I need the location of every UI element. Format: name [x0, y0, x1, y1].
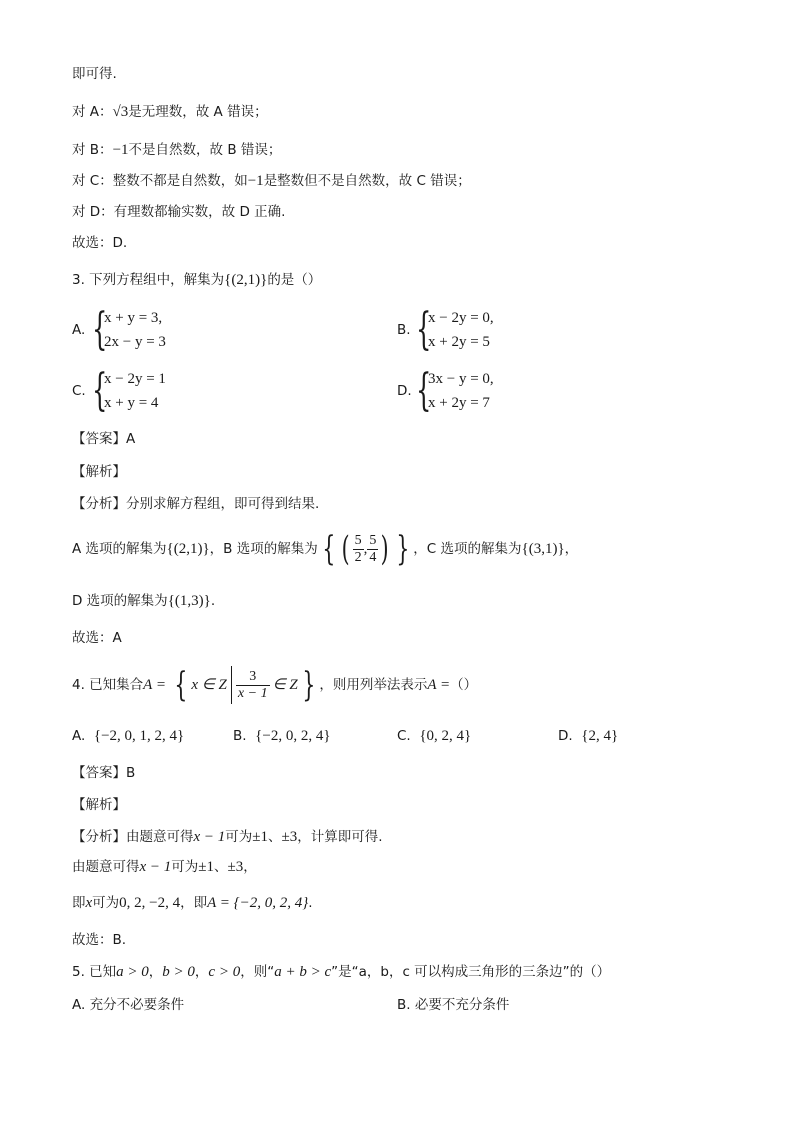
q3-solution-line-2: D 选项的解集为{(1,3)}.: [72, 593, 216, 609]
q3-d-eq2: x + 2y = 7: [428, 395, 490, 411]
q4-answer: 【答案】B: [72, 765, 136, 781]
q3-option-b-system: [416, 304, 536, 356]
q3-a-eq2: 2x − y = 3: [104, 334, 166, 350]
q3-solution-line-1: A 选项的解集为{(2,1)}，B 选项的解集为 { ( $\frac{5}{2}$ , $\frac{5}{4}$ ) } ，C 选项的解集为{(3,1)}，: [72, 529, 579, 569]
q3-choice: 故选：A: [72, 630, 122, 646]
q3-a-eq1: x + y = 3,: [104, 310, 163, 326]
q4-choice: 故选：B.: [72, 932, 127, 948]
q4-option-a: A. {−2, 0, 1, 2, 4}: [72, 728, 185, 744]
q3-option-c-label: C.: [72, 383, 86, 399]
brace-icon: {: [416, 365, 432, 416]
right-brace-icon: }: [302, 665, 316, 705]
set-divider: [231, 666, 232, 704]
right-paren-icon: ): [381, 529, 390, 569]
q4-option-d: D. {2, 4}: [558, 728, 619, 744]
q4-jiexi: 【解析】: [72, 797, 126, 813]
left-brace-icon: {: [322, 529, 336, 569]
q3-b-eq1: x − 2y = 0,: [428, 310, 494, 326]
q3-option-d-system: [416, 365, 536, 417]
question-5-stem: 5. 已知a > 0，b > 0，c > 0，则“a + b > c”是“a，b，c 可以构成三角形的三条边”的（）: [72, 964, 611, 980]
q3-option-b-label: B.: [397, 322, 411, 338]
q4-solution-line-2: 即x可为0, 2, −2, 4，即A = {−2, 0, 2, 4}.: [72, 895, 313, 911]
q5-option-a: A. 充分不必要条件: [72, 997, 185, 1013]
q3-c-eq2: x + y = 4: [104, 395, 159, 411]
fraction-three-over-x-minus-one: $\frac{3}{x - 1}$: [237, 668, 268, 701]
left-paren-icon: (: [342, 529, 350, 569]
question-4-stem: 4. 已知集合A = { x ∈ Z $\frac{3}{x - 1}$ ∈ Z } ，则用列举法表示A =（）: [72, 662, 477, 708]
brace-icon: {: [92, 304, 108, 355]
fraction-five-halves: $\frac{5}{2}$: [354, 532, 362, 565]
q4-option-c: C. {0, 2, 4}: [397, 728, 472, 744]
line-option-a-analysis: 对 A：√3是无理数，故 A 错误；: [72, 104, 268, 120]
q4-option-b: B. {−2, 0, 2, 4}: [233, 728, 331, 744]
line-choice-d: 故选：D.: [72, 235, 128, 251]
q3-jiexi: 【解析】: [72, 464, 126, 480]
fraction-five-quarters: $\frac{5}{4}$: [369, 532, 377, 565]
q3-option-a-system: [92, 304, 212, 356]
q3-option-d-label: D.: [397, 383, 412, 399]
q3-b-eq2: x + 2y = 5: [428, 334, 490, 350]
question-3-stem: 3. 下列方程组中，解集为{(2,1)}的是（）: [72, 272, 322, 288]
line-option-b-analysis: 对 B：−1不是自然数，故 B 错误；: [72, 142, 282, 158]
brace-icon: {: [92, 365, 108, 416]
q3-option-c-system: [92, 365, 212, 417]
line-conclusion: 即可得.: [72, 66, 117, 82]
q4-fenxi: 【分析】由题意可得x − 1可为±1、±3，计算即可得.: [72, 829, 383, 845]
q3-fenxi: 【分析】分别求解方程组，即可得到结果.: [72, 496, 320, 512]
q3-option-a-label: A.: [72, 322, 86, 338]
brace-icon: {: [416, 304, 432, 355]
q3-d-eq1: 3x − y = 0,: [428, 371, 494, 387]
q5-option-b: B. 必要不充分条件: [397, 997, 510, 1013]
left-brace-icon: {: [174, 665, 187, 705]
right-brace-icon: }: [395, 529, 409, 569]
q3-c-eq1: x − 2y = 1: [104, 371, 166, 387]
line-option-d-analysis: 对 D：有理数都输实数，故 D 正确.: [72, 204, 286, 220]
q4-solution-line-1: 由题意可得x − 1可为±1、±3，: [72, 859, 257, 875]
q3-answer: 【答案】A: [72, 431, 136, 447]
line-option-c-analysis: 对 C：整数不都是自然数，如−1是整数但不是自然数，故 C 错误；: [72, 173, 471, 189]
